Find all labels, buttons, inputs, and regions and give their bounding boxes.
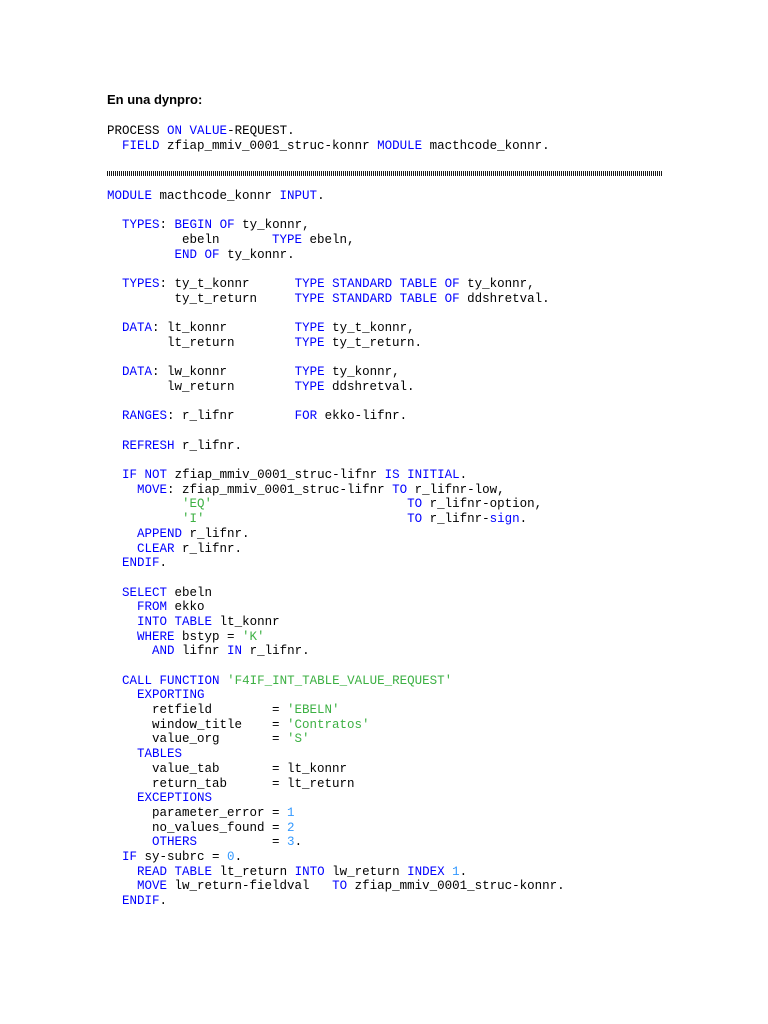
code-keyword: STANDARD [332,277,393,292]
code-text: . [234,849,243,864]
code-keyword: TO [407,497,423,512]
code-line [107,835,565,850]
code-text [107,483,137,497]
code-keyword: ENDIF [122,894,160,908]
code-line [107,483,565,498]
code-text: lt_return [212,864,295,879]
code-text [107,879,137,893]
code-text [167,865,175,879]
code-text: lt_konnr [212,614,280,629]
code-line [107,218,565,233]
code-keyword: BEGIN [174,218,213,233]
code-line [107,674,565,689]
code-text [107,248,175,262]
code-text: macthcode_konnr. [422,138,550,153]
code-text [107,850,122,864]
code-string: 'EBELN' [287,703,340,718]
code-line [107,512,565,527]
code-text: = [197,835,288,850]
code-keyword: INITIAL [407,468,460,483]
code-text [205,512,408,526]
code-text [220,674,228,688]
code-text [392,277,400,291]
code-keyword: TABLES [137,747,183,762]
code-text: ebeln, [302,233,355,248]
code-keyword: FOR [294,409,318,424]
code-text [325,277,333,291]
code-text [107,542,137,556]
code-text: ty_konnr, [324,365,400,380]
code-line [107,777,565,792]
code-text [212,218,220,232]
code-keyword: MODULE [377,138,423,153]
code-text [107,365,122,379]
code-text [137,468,145,482]
code-keyword: VALUE [189,124,228,138]
code-number: 1 [452,864,460,879]
code-line [107,453,565,468]
code-text: . [459,468,468,483]
code-keyword: TABLE [174,614,213,629]
code-line [107,124,550,139]
code-text [107,586,122,600]
code-text: ddshretval. [459,291,550,306]
code-text [107,865,137,879]
code-line [107,586,565,601]
code-line [107,615,565,630]
code-text: ddshretval. [324,379,415,394]
code-text [152,674,160,688]
code-line [107,791,565,806]
code-text: r_lifnr. [174,438,243,453]
code-text [107,791,137,805]
code-line [107,821,565,836]
code-text: . [159,894,168,908]
code-text: : lt_konnr [152,321,295,336]
code-keyword: OTHERS [152,835,198,850]
code-keyword: NOT [144,468,168,483]
code-line [107,248,565,263]
code-keyword: CALL [122,673,153,688]
code-text: ekko-lifnr. [317,409,408,424]
code-keyword: MODULE [107,189,153,203]
code-text: . [294,835,303,850]
code-text: . [159,556,168,571]
code-string: 'I' [182,512,205,527]
code-text: : lw_konnr [152,365,295,380]
code-text [107,409,122,423]
code-line [107,139,550,154]
code-line [107,424,565,439]
code-text: retfield = [107,703,288,718]
code-text: zfiap_mmiv_0001_struc-konnr. [347,879,565,894]
code-keyword: OF [219,218,235,233]
code-keyword: TABLE [399,291,438,306]
code-line [107,439,565,454]
code-keyword: TYPE [294,365,325,380]
code-keyword: TYPE [294,379,325,394]
code-number: 3 [287,835,295,850]
code-text: return_tab = lt_return [107,776,355,791]
code-keyword: TYPE [294,277,325,292]
code-text: : [159,218,175,233]
code-text [107,527,137,541]
code-number: 2 [287,820,295,835]
code-text [107,556,122,570]
code-text [107,439,122,453]
code-keyword: TO [332,879,348,894]
code-text: . [519,512,528,527]
code-text [107,600,137,614]
code-keyword: INTO [294,864,325,879]
separator-line [107,171,662,176]
code-text [107,688,137,702]
code-keyword: IF [122,849,138,864]
code-line [107,732,565,747]
code-keyword: IN [227,644,243,659]
code-number: 1 [287,805,295,820]
code-keyword: STANDARD [332,291,393,306]
code-text: zfiap_mmiv_0001_struc-lifnr [167,468,385,483]
code-string: 'EQ' [182,497,213,512]
code-text: bstyp = [174,629,243,644]
code-text [107,835,152,849]
code-line [107,659,565,674]
code-keyword: ON [167,124,183,138]
code-text [107,674,122,688]
code-text [107,321,122,335]
code-text: -REQUEST. [227,124,295,138]
code-text [107,894,122,908]
code-line [107,630,565,645]
code-text [107,277,122,291]
code-text: lt_return [107,335,295,350]
code-text: r_lifnr-option, [422,497,543,512]
code-keyword: FROM [137,600,168,615]
code-keyword: IF [122,468,138,483]
code-keyword: FUNCTION [159,673,220,688]
code-line [107,718,565,733]
code-keyword: MOVE [137,482,168,497]
section-heading: En una dynpro: [107,92,203,107]
code-text: ebeln [107,233,273,248]
code-line [107,703,565,718]
code-line [107,321,565,336]
code-text [107,630,137,644]
code-text [392,292,400,306]
code-line [107,527,565,542]
code-text [445,865,453,879]
code-text: value_tab = lt_konnr [107,761,348,776]
code-text: : r_lifnr [167,409,295,424]
code-string: 'S' [287,732,310,747]
code-text: macthcode_konnr [152,189,280,203]
code-text [400,468,408,482]
code-line [107,277,565,292]
code-line [107,497,565,512]
code-keyword: TO [392,482,408,497]
code-keyword: INPUT [279,189,318,203]
code-keyword: END [174,247,198,262]
code-line [107,644,565,659]
code-keyword: RANGES [122,409,168,424]
code-keyword: REFRESH [122,438,175,453]
code-line [107,762,565,777]
code-line [107,292,565,307]
code-text: r_lifnr. [174,541,243,556]
code-keyword: EXCEPTIONS [137,791,213,806]
code-text: lw_return [107,379,295,394]
code-text: ty_t_konnr, [324,321,415,336]
code-number: 0 [227,849,235,864]
code-text: parameter_error = [107,805,288,820]
code-keyword: CLEAR [137,541,175,556]
code-text [212,497,407,511]
code-line [107,542,565,557]
code-text [107,644,152,658]
code-keyword: EXPORTING [137,688,205,703]
code-text: . [317,189,325,203]
code-line [107,189,565,204]
code-keyword: sign [489,512,520,527]
code-keyword: TYPE [294,291,325,306]
code-keyword: INDEX [407,864,445,879]
code-keyword: DATA [122,321,153,336]
code-text [107,468,122,482]
code-text: r_lifnr- [422,512,490,527]
code-text: ty_t_return [107,291,295,306]
code-keyword: TABLE [174,864,213,879]
code-text [182,124,190,138]
code-line [107,850,565,865]
code-text: no_values_found = [107,820,288,835]
code-text [437,292,445,306]
code-keyword: TO [407,512,423,527]
code-text: lifnr [174,644,228,659]
code-keyword: MOVE [137,879,168,894]
code-line [107,204,565,219]
code-keyword: FIELD [122,138,160,153]
code-text: ty_t_return. [324,335,423,350]
code-block-process [107,124,550,153]
code-string: 'Contratos' [287,717,370,732]
code-keyword: TYPES [122,218,160,233]
code-keyword: TYPE [294,321,325,336]
code-text [437,277,445,291]
code-text: r_lifnr. [182,526,250,541]
code-text: r_lifnr-low, [407,482,505,497]
code-line [107,747,565,762]
code-line [107,556,565,571]
code-keyword: OF [204,247,220,262]
code-text: ebeln [167,585,213,600]
code-text: lw_return-fieldval [167,879,333,894]
code-text: : ty_t_konnr [159,277,295,292]
code-line [107,600,565,615]
code-keyword: APPEND [137,526,183,541]
code-text [107,512,182,526]
code-text: ekko [167,600,205,615]
code-keyword: AND [152,644,175,659]
code-line [107,409,565,424]
code-block-module [107,189,565,909]
code-line [107,307,565,322]
code-line [107,380,565,395]
code-line [107,865,565,880]
code-line [107,365,565,380]
code-line [107,894,565,909]
code-keyword: INTO [137,614,168,629]
code-text: lw_return [324,864,408,879]
code-line [107,233,565,248]
code-string: 'F4IF_INT_TABLE_VALUE_REQUEST' [227,673,453,688]
code-text: value_org = [107,732,288,747]
code-keyword: IS [384,468,400,483]
code-text [107,218,122,232]
code-text: ty_konnr, [459,277,535,292]
code-text: ty_konnr, [234,218,310,233]
code-text [325,292,333,306]
code-text [167,615,175,629]
code-keyword: OF [444,291,460,306]
code-text: window_title = [107,717,288,732]
code-text: ty_konnr. [219,247,295,262]
code-keyword: OF [444,277,460,292]
code-text: : zfiap_mmiv_0001_struc-lifnr [167,482,393,497]
code-line [107,879,565,894]
code-text [197,248,205,262]
code-keyword: ENDIF [122,556,160,571]
code-text: sy-subrc = [137,849,228,864]
code-keyword: WHERE [137,629,175,644]
code-keyword: TYPES [122,277,160,292]
code-text: PROCESS [107,124,168,138]
code-keyword: TYPE [272,233,303,248]
code-text: . [459,864,468,879]
code-text [107,139,122,153]
code-text [107,747,137,761]
code-line [107,806,565,821]
code-text: r_lifnr. [242,644,310,659]
code-keyword: SELECT [122,585,168,600]
code-line [107,262,565,277]
code-line [107,571,565,586]
code-keyword: DATA [122,365,153,380]
code-line [107,351,565,366]
code-keyword: READ [137,864,168,879]
code-text: zfiap_mmiv_0001_struc-konnr [159,138,378,153]
code-line [107,468,565,483]
code-keyword: TYPE [294,335,325,350]
code-text [107,497,182,511]
code-line [107,395,565,410]
code-text [107,615,137,629]
code-string: 'K' [242,629,265,644]
code-keyword: TABLE [399,277,438,292]
code-line [107,336,565,351]
code-line [107,688,565,703]
